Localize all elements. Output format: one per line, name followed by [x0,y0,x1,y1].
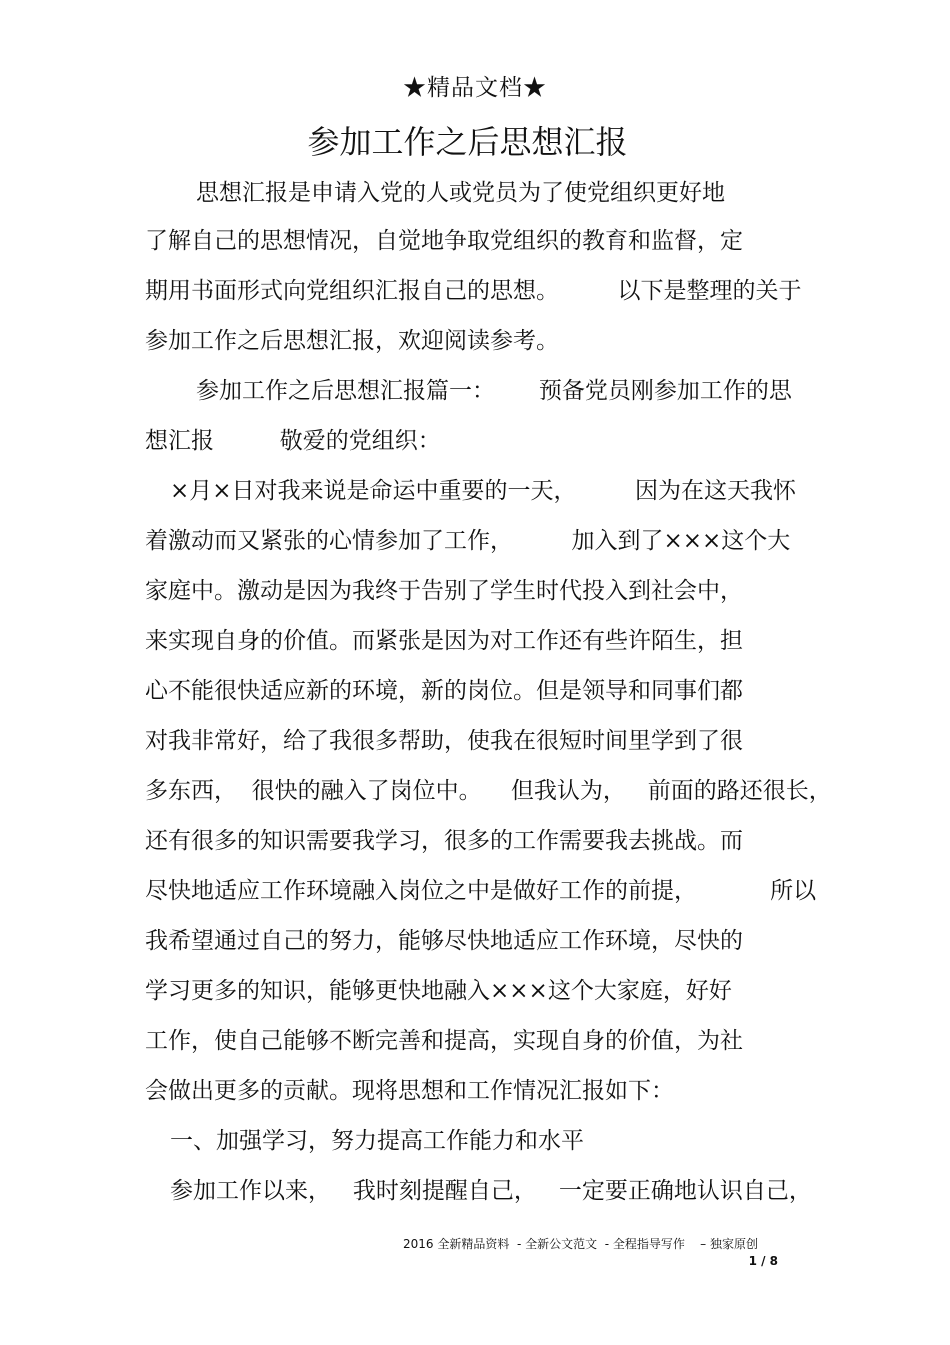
body-line: 参加工作之后思想汇报，欢迎阅读参考。 [145,328,559,354]
body-line: 学习更多的知识，能够更快地融入×××这个大家庭，好好 [145,978,732,1004]
body-line: 参加工作之后思想汇报篇一： 预备党员刚参加工作的思 [196,378,792,404]
body-line: 心不能很快适应新的环境，新的岗位。但是领导和同事们都 [145,678,743,704]
body-line: 家庭中。激动是因为我终于告别了学生时代投入到社会中， [145,578,743,604]
body-line: 来实现自身的价值。而紧张是因为对工作还有些许陌生，担 [145,628,743,654]
body-line: 多东西， 很快的融入了岗位中。 但我认为， 前面的路还很长， [145,778,832,804]
document-title: 参加工作之后思想汇报 [307,123,628,161]
page-number: 1 / 8 [748,1254,778,1268]
body-line: 参加工作以来， 我时刻提醒自己， 一定要正确地认识自己， [170,1178,812,1204]
body-line: 我希望通过自己的努力，能够尽快地适应工作环境，尽快的 [145,928,743,954]
footer-text: 2016 全新精品资料 - 全新公文范文 - 全程指导写作 – 独家原创 [403,1237,758,1251]
body-line: 尽快地适应工作环境融入岗位之中是做好工作的前提， 所以 [145,878,817,904]
section-heading: 一、加强学习，努力提高工作能力和水平 [170,1128,584,1154]
body-line: 想汇报 敬爱的党组织： [145,428,441,454]
body-line: 了解自己的思想情况，自觉地争取党组织的教育和监督，定 [145,228,743,254]
body-line: 会做出更多的贡献。现将思想和工作情况汇报如下： [145,1078,674,1104]
body-line: ×月×日对我来说是命运中重要的一天， 因为在这天我怀 [170,478,797,504]
body-line: 着激动而又紧张的心情参加了工作， 加入到了×××这个大 [145,528,791,554]
body-line: 思想汇报是申请入党的人或党员为了使党组织更好地 [196,180,725,206]
body-line: 工作，使自己能够不断完善和提高，实现自身的价值，为社 [145,1028,743,1054]
body-line: 期用书面形式向党组织汇报自己的思想。 以下是整理的关于 [145,278,802,304]
body-line: 对我非常好，给了我很多帮助，使我在很短时间里学到了很 [145,728,743,754]
header-mark: ★精品文档★ [403,75,547,101]
body-line: 还有很多的知识需要我学习，很多的工作需要我去挑战。而 [145,828,743,854]
